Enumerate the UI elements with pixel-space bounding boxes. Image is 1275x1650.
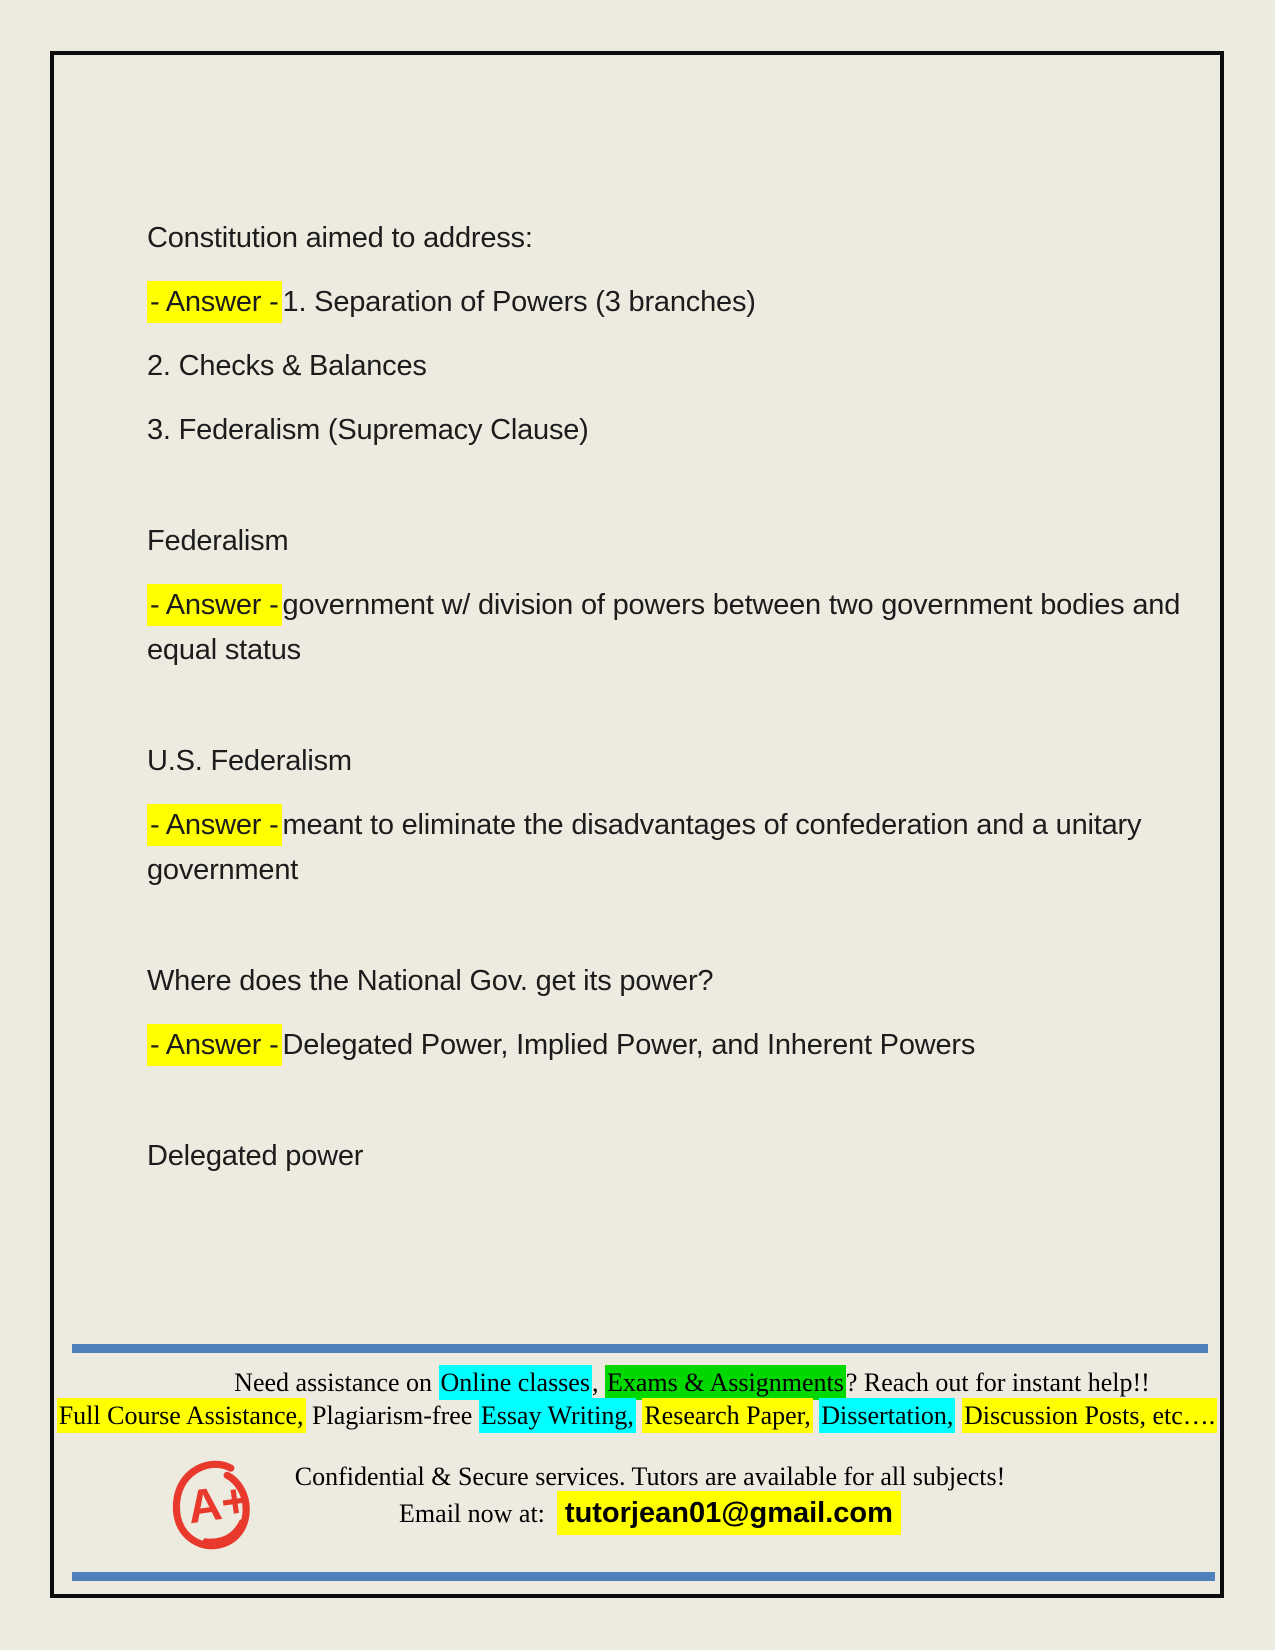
answer-paragraph — [147, 1023, 1187, 1068]
answer-highlight: - Answer - — [147, 584, 282, 626]
cyan-highlight: Online classes — [439, 1365, 592, 1400]
yellow-highlight: Full Course Assistance, — [57, 1398, 306, 1433]
footer-ad-line2 — [54, 1399, 1220, 1432]
question-text: Where does the National Gov. get its power? — [147, 965, 714, 997]
footer-email-line — [54, 1497, 1220, 1530]
email-address: tutorjean01@gmail.com — [557, 1491, 901, 1535]
footer-ad-line1 — [54, 1366, 1220, 1399]
answer-highlight: - Answer - — [147, 1024, 282, 1066]
answer-text: meant to eliminate the disadvantages of confederation and a unitary government — [147, 809, 1142, 886]
question-text: Federalism — [147, 525, 289, 557]
answer-text: Delegated Power, Implied Power, and Inherent Powers — [282, 1029, 976, 1061]
footer-services-text: Confidential & Secure services. Tutors are available for all subjects! — [294, 1462, 1006, 1491]
answer-paragraph — [147, 280, 1187, 325]
footer-text: ? Reach out for instant help!! — [845, 1368, 1150, 1397]
email-label: Email now at: — [399, 1499, 545, 1528]
blue-divider-line-top — [72, 1344, 1208, 1353]
blue-divider-line-bottom — [72, 1572, 1215, 1581]
question-text: Constitution aimed to address: — [147, 222, 533, 254]
question-text: 2. Checks & Balances — [147, 350, 427, 382]
question-text: Delegated power — [147, 1140, 364, 1172]
yellow-highlight: Research Paper, — [642, 1398, 812, 1433]
question-text: 3. Federalism (Supremacy Clause) — [147, 414, 589, 446]
green-highlight: Exams & Assignments — [605, 1365, 846, 1400]
yellow-highlight: Discussion Posts, etc…. — [962, 1398, 1217, 1433]
answer-text: 1. Separation of Powers (3 branches) — [282, 286, 756, 318]
answer-highlight: - Answer - — [147, 281, 282, 323]
answer-paragraph — [147, 583, 1187, 673]
footer-text: Plagiarism-free — [305, 1401, 479, 1430]
cyan-highlight: Dissertation, — [819, 1398, 955, 1433]
footer-text: Need assistance on — [234, 1368, 439, 1397]
answer-text: government w/ division of powers between two government bodies and equal status — [147, 589, 1181, 666]
answer-paragraph — [147, 803, 1187, 893]
question-text: U.S. Federalism — [147, 745, 352, 777]
page-border — [50, 51, 1224, 1598]
cyan-highlight: Essay Writing, — [479, 1398, 636, 1433]
answer-highlight: - Answer - — [147, 804, 282, 846]
logo-grade-text: A+ — [184, 1473, 252, 1534]
study-notes — [54, 55, 1187, 1179]
footer-text — [955, 1401, 962, 1430]
footer-text: , — [591, 1368, 605, 1397]
